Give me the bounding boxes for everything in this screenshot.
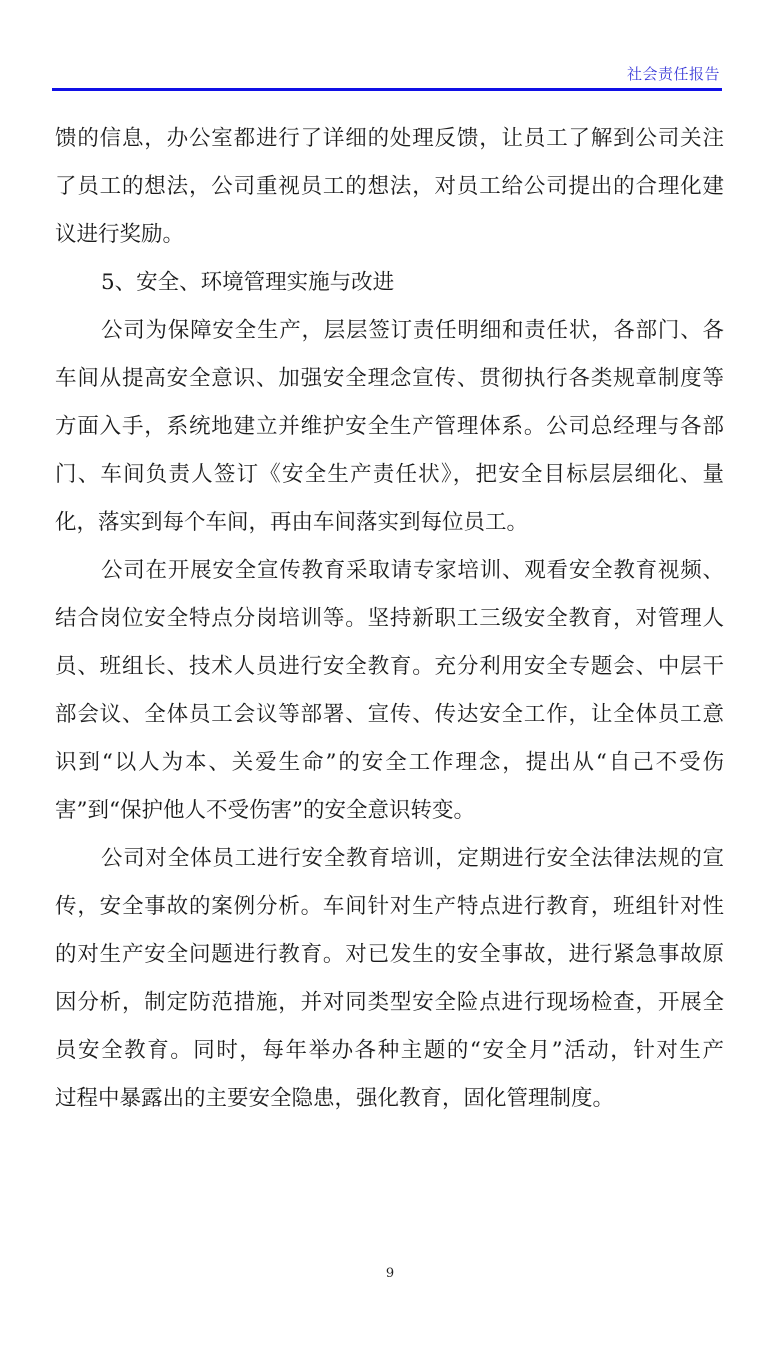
text-line: 结合岗位安全特点分岗培训等。坚持新职工三级安全教育，对管理人: [55, 606, 724, 631]
text-line: 识到“以人为本、关爱生命”的安全工作理念，提出从“自己不受伤: [55, 750, 724, 775]
text-line: 门、车间负责人签订《安全生产责任状》，把安全目标层层细化、量: [55, 462, 724, 487]
text-line: 公司对全体员工进行安全教育培训，定期进行安全法律法规的宣: [101, 846, 724, 871]
text-line: 公司在开展安全宣传教育采取请专家培训、观看安全教育视频、: [101, 558, 724, 583]
header-rule: [52, 88, 722, 91]
text-line: 传，安全事故的案例分析。车间针对生产特点进行教育，班组针对性: [55, 894, 724, 919]
report-title: 社会责任报告: [626, 65, 720, 83]
section-heading-text: 5、安全、环境管理实施与改进: [101, 270, 395, 295]
text-line: 车间从提高安全意识、加强安全理念宣传、贯彻执行各类规章制度等: [55, 366, 724, 391]
section-heading: [55, 259, 724, 307]
text-line: 化，落实到每个车间，再由车间落实到每位员工。: [55, 510, 529, 535]
text-line: 害”到“保护他人不受伤害”的安全意识转变。: [55, 798, 475, 823]
paragraph-training: [55, 835, 724, 1123]
text-line: 方面入手，系统地建立并维护安全生产管理体系。公司总经理与各部: [55, 414, 724, 439]
page-header: [52, 60, 722, 92]
paragraph-responsibility: [55, 307, 724, 547]
text-line: 过程中暴露出的主要安全隐患，强化教育，固化管理制度。: [55, 1086, 615, 1111]
page-number: 9: [385, 1266, 395, 1281]
text-line: 的对生产安全问题进行教育。对已发生的安全事故，进行紧急事故原: [55, 942, 724, 967]
text-line: 部会议、全体员工会议等部署、宣传、传达安全工作，让全体员工意: [55, 702, 724, 727]
body-text: [55, 115, 724, 1123]
text-line: 议进行奖励。: [55, 222, 185, 247]
text-line: 公司为保障安全生产，层层签订责任明细和责任状，各部门、各: [101, 318, 724, 343]
text-line: 员、班组长、技术人员进行安全教育。充分利用安全专题会、中层干: [55, 654, 724, 679]
text-line: 馈的信息，办公室都进行了详细的处理反馈，让员工了解到公司关注: [55, 126, 724, 151]
text-line: 了员工的想法，公司重视员工的想法，对员工给公司提出的合理化建: [55, 174, 724, 199]
paragraph-continuation: [55, 115, 724, 259]
text-line: 因分析，制定防范措施，并对同类型安全险点进行现场检查，开展全: [55, 990, 724, 1015]
paragraph-education: [55, 547, 724, 835]
text-line: 员安全教育。同时，每年举办各种主题的“安全月”活动，针对生产: [55, 1038, 724, 1063]
